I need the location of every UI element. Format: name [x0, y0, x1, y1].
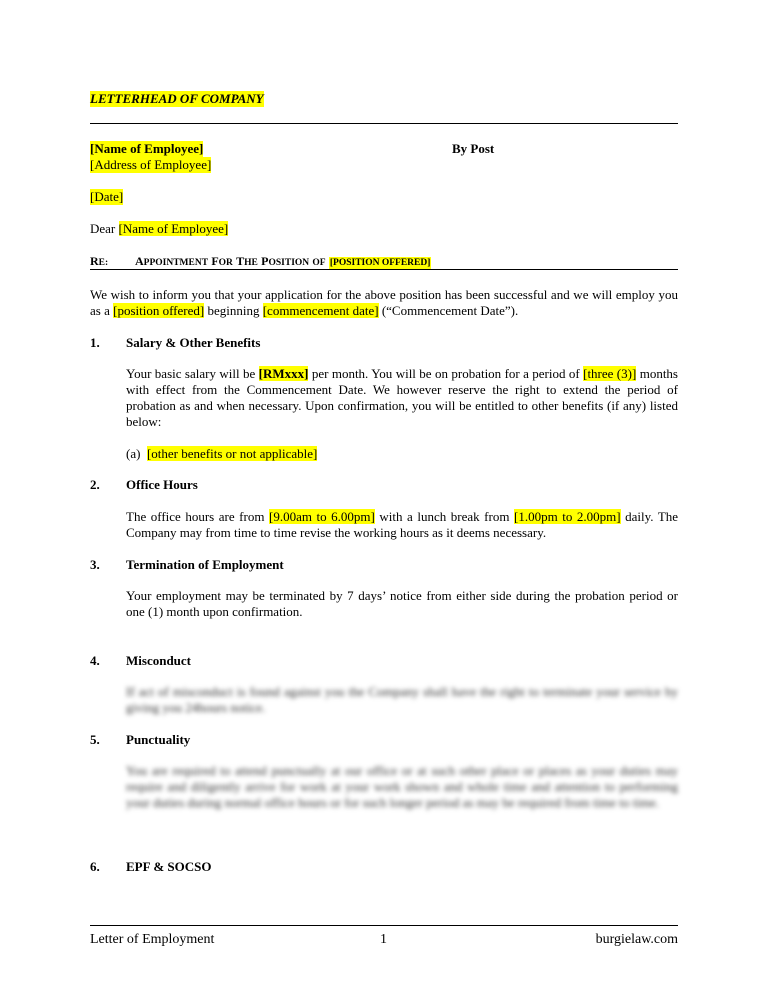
salutation-prefix: Dear — [90, 221, 116, 236]
employee-name: [Name of Employee] — [90, 141, 204, 156]
benefit-item — [126, 446, 317, 462]
intro-paragraph: We wish to inform you that your application for the above position has been successful and we will employ you as a [position offered] beginning [commencement date] (“Commencement Date”). — [90, 287, 678, 318]
section-6-number: 6. — [90, 859, 100, 874]
re-position: [POSITION OFFERED] — [329, 258, 431, 268]
section-2-title: Office Hours — [126, 477, 198, 492]
section-1-number: 1. — [90, 335, 100, 350]
section-3-title: Termination of Employment — [126, 557, 284, 572]
delivery-method: By Post — [452, 141, 495, 156]
benefit-item-label: (a) — [126, 446, 141, 461]
letter-date: [Date] — [90, 189, 124, 204]
salary-value: [RMxxx] — [258, 366, 309, 381]
footer-divider — [90, 925, 678, 926]
lunch-break-value: [1.00pm to 2.00pm] — [514, 509, 621, 524]
section-5-title: Punctuality — [126, 732, 191, 747]
footer-website: burgielaw.com — [595, 932, 678, 947]
section-5-number: 5. — [90, 732, 100, 747]
salutation — [90, 221, 228, 237]
section-1-body: Your basic salary will be [RMxxx] per month. You will be on probation for a period of [three (3)] months with effect from the Commencement Date. We however reserve the right to extend the period of probation as and when necessary. Upon confirmation, you will be entitled to other benefits (if any) listed below: — [126, 366, 678, 429]
letterhead-title: LETTERHEAD OF COMPANY — [90, 91, 264, 106]
section-2-number: 2. — [90, 477, 100, 492]
section-1-title: Salary & Other Benefits — [126, 335, 261, 350]
intro-position: [position offered] — [113, 303, 205, 318]
employee-address: [Address of Employee] — [90, 157, 212, 172]
re-divider — [90, 269, 678, 270]
header-divider — [90, 123, 678, 124]
section-6-title: EPF & SOCSO — [126, 859, 212, 874]
section-3-number: 3. — [90, 557, 100, 572]
re-label: RE: — [90, 254, 109, 268]
salutation-name: [Name of Employee] — [118, 221, 229, 236]
section-5-body-blurred: You are required to attend punctually at our office or at such other place or places as your duties may require and diligently arrive for work at your work shown and whole time and attention to performing your duties during normal office hours or for such longer period as may be required from time to time. — [126, 763, 678, 810]
section-3-body: Your employment may be terminated by 7 days’ notice from either side during the probation period or one (1) month upon confirmation. — [126, 588, 678, 619]
section-2-body: The office hours are from [9.00am to 6.00pm] with a lunch break from [1.00pm to 2.00pm] daily. The Company may from time to time revise the working hours as it deems necessary. — [126, 509, 679, 540]
section-4-body-blurred: If act of misconduct is found against you the Company shall have the right to terminate your service by giving you 24hours notice. — [126, 684, 678, 715]
benefit-item-value: [other benefits or not applicable] — [146, 446, 318, 461]
section-4-title: Misconduct — [126, 653, 191, 668]
footer-page-number: 1 — [380, 932, 387, 947]
re-subject: APPOINTMENT FOR THE POSITION OF [POSITION OFFERED] — [135, 254, 431, 268]
office-hours-value: [9.00am to 6.00pm] — [269, 509, 375, 524]
section-4-number: 4. — [90, 653, 100, 668]
intro-commencement: [commencement date] — [262, 303, 379, 318]
probation-period: [three (3)] — [583, 366, 637, 381]
footer-document-title: Letter of Employment — [90, 932, 215, 947]
